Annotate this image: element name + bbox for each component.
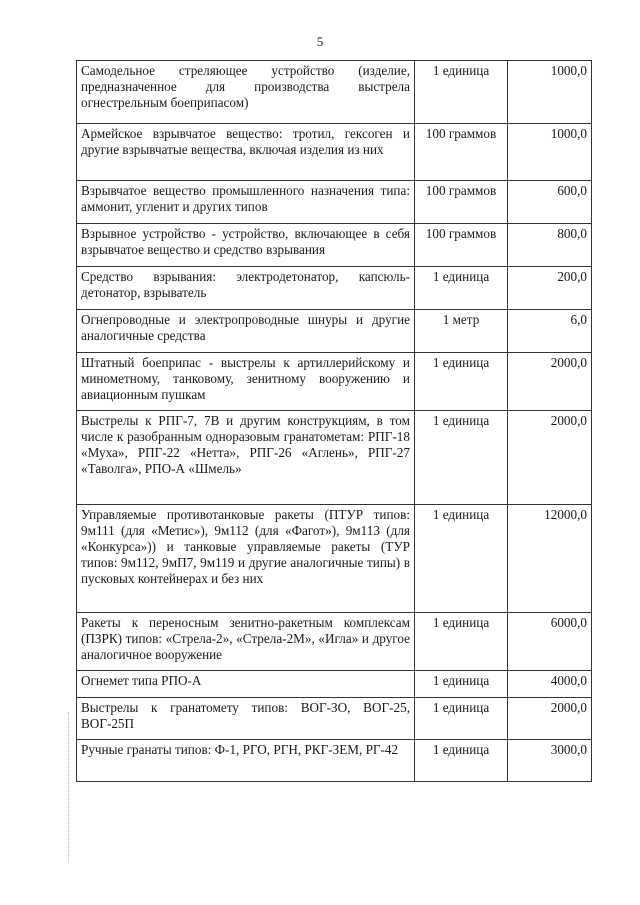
- item-amount: 2000,0: [508, 698, 592, 740]
- scan-artifact: [68, 712, 73, 862]
- item-amount: 6000,0: [508, 613, 592, 671]
- item-amount: 200,0: [508, 267, 592, 310]
- table-row: [77, 411, 592, 505]
- table-row: [77, 671, 592, 698]
- item-amount: 2000,0: [508, 353, 592, 411]
- table-row: [77, 267, 592, 310]
- item-amount: 4000,0: [508, 671, 592, 698]
- item-amount: 600,0: [508, 181, 592, 224]
- table-row: [77, 698, 592, 740]
- item-unit: 1 единица: [415, 267, 508, 310]
- item-description: Средство взрывания: электродетонатор, капсюль-детонатор, взрыватель: [77, 267, 415, 310]
- item-unit: 100 граммов: [415, 124, 508, 181]
- item-unit: 1 единица: [415, 353, 508, 411]
- item-description: Взрывное устройство - устройство, включающее в себя взрывчатое вещество и средство взрывания: [77, 224, 415, 267]
- table-row: [77, 613, 592, 671]
- item-unit: 1 единица: [415, 698, 508, 740]
- item-unit: 100 граммов: [415, 224, 508, 267]
- item-amount: 800,0: [508, 224, 592, 267]
- item-description: Штатный боеприпас - выстрелы к артиллерийскому и минометному, танковому, зенитному вооружению и авиационным пушкам: [77, 353, 415, 411]
- item-unit: 1 единица: [415, 505, 508, 613]
- item-unit: 1 единица: [415, 740, 508, 782]
- item-description: Армейское взрывчатое вещество: тротил, гексоген и другие взрывчатые вещества, включая изделия из них: [77, 124, 415, 181]
- table-row: [77, 353, 592, 411]
- item-description: Управляемые противотанковые ракеты (ПТУР типов: 9м111 (для «Метис»), 9м112 (для «Фагот»), 9м113 (для «Конкурса»)) и танковые управляемые ракеты (ТУР типов: 9м112, 9мП7, 9м119 и другие аналогичные типы) в пусковых контейнерах и без них: [77, 505, 415, 613]
- page-number: 5: [316, 34, 324, 49]
- item-unit: 100 граммов: [415, 181, 508, 224]
- table-row: [77, 124, 592, 181]
- items-table-body: [77, 61, 592, 782]
- item-description: Взрывчатое вещество промышленного назначения типа: аммонит, угленит и других типов: [77, 181, 415, 224]
- table-row: [77, 740, 592, 782]
- item-amount: 6,0: [508, 310, 592, 353]
- item-amount: 2000,0: [508, 411, 592, 505]
- item-description: Ракеты к переносным зенитно-ракетным комплексам (ПЗРК) типов: «Стрела-2», «Стрела-2М», «Игла» и другое аналогичное вооружение: [77, 613, 415, 671]
- item-unit: 1 единица: [415, 671, 508, 698]
- table-row: [77, 505, 592, 613]
- item-unit: 1 метр: [415, 310, 508, 353]
- item-amount: 1000,0: [508, 124, 592, 181]
- table-row: [77, 181, 592, 224]
- table-row: [77, 224, 592, 267]
- item-description: Выстрелы к гранатомету типов: ВОГ-ЗО, ВОГ-25, ВОГ-25П: [77, 698, 415, 740]
- item-description: Ручные гранаты типов: Ф-1, РГО, РГН, РКГ-ЗЕМ, РГ-42: [77, 740, 415, 782]
- table-row: [77, 310, 592, 353]
- item-description: Самодельное стреляющее устройство (изделие, предназначенное для производства выстрела огнестрельным боеприпасом): [77, 61, 415, 124]
- item-amount: 1000,0: [508, 61, 592, 124]
- item-description: Огнемет типа РПО-А: [77, 671, 415, 698]
- item-unit: 1 единица: [415, 61, 508, 124]
- table-row: [77, 61, 592, 124]
- item-unit: 1 единица: [415, 411, 508, 505]
- item-amount: 3000,0: [508, 740, 592, 782]
- item-description: Огнепроводные и электропроводные шнуры и другие аналогичные средства: [77, 310, 415, 353]
- item-description: Выстрелы к РПГ-7, 7В и другим конструкциям, в том числе к разобранным одноразовым гранатометам: РПГ-18 «Муха», РПГ-22 «Нетта», РПГ-26 «Аглень», РПГ-27 «Таволга», РПО-А «Шмель»: [77, 411, 415, 505]
- item-amount: 12000,0: [508, 505, 592, 613]
- item-unit: 1 единица: [415, 613, 508, 671]
- items-table: [76, 60, 592, 782]
